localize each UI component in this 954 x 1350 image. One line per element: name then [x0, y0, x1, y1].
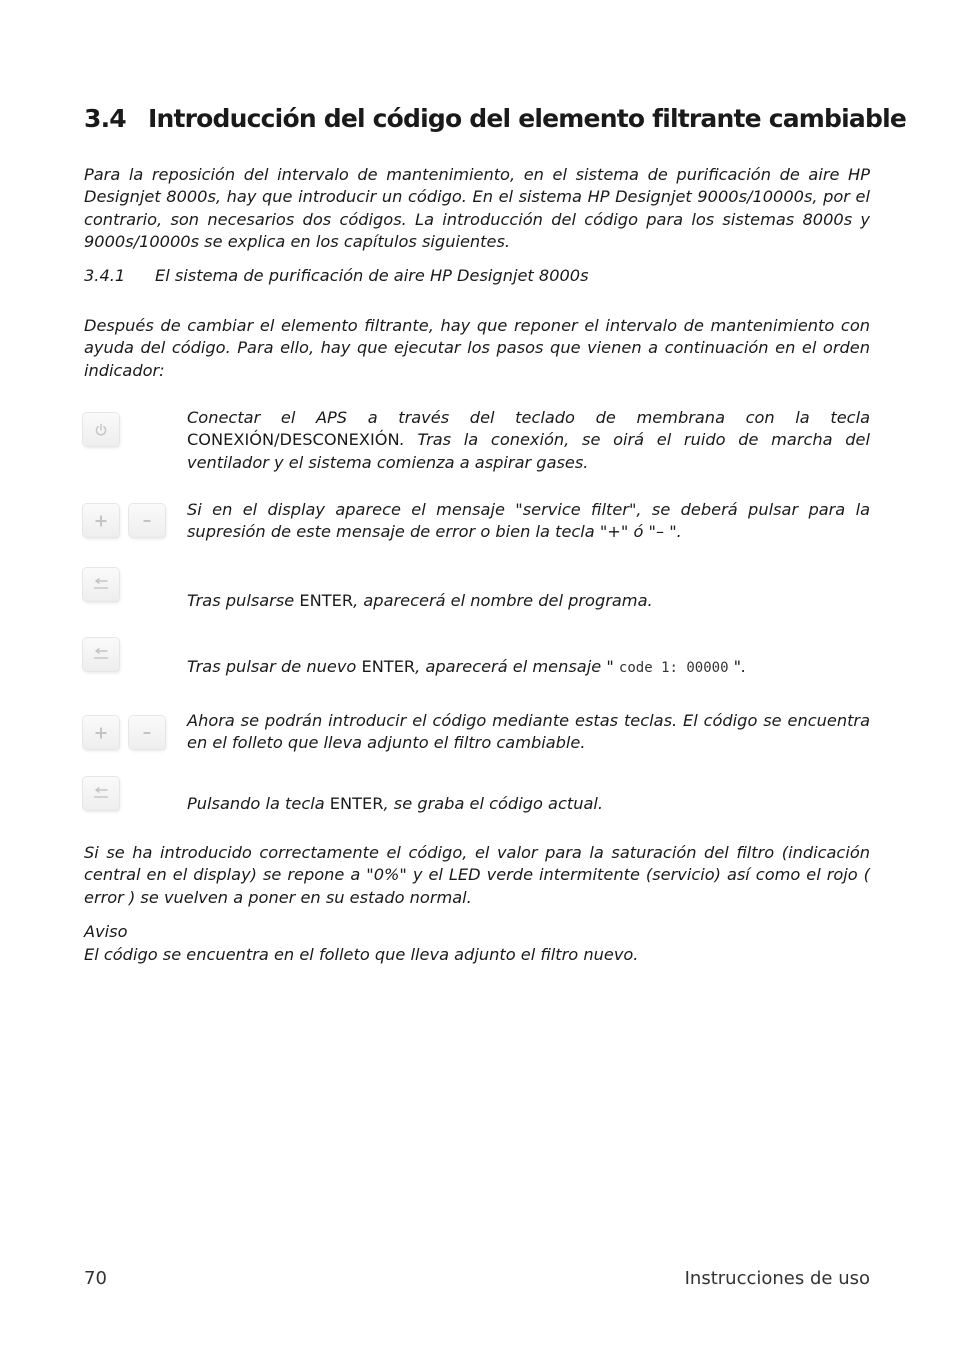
- step-6-text: [187, 793, 870, 815]
- step-3-text: [187, 590, 870, 612]
- step-5-text: Ahora se podrán introducir el código mediante estas teclas. El código se encuentra en el folleto que lleva adjunto el filtro cambiable.: [187, 711, 870, 753]
- conclusion-paragraph: Si se ha introducido correctamente el código, el valor para la saturación del filtro (indicación central en el display) se repone a "0%" y el LED verde intermitente (servicio) así como el rojo ( error ) se vuelven a poner en su estado normal.: [84, 843, 870, 907]
- step-6-text-a: Pulsando la tecla: [187, 794, 330, 813]
- step-1-text-b: . Tras la conexión, se oirá el ruido de marcha del ventilador y el sistema comienza a aspirar gases.: [187, 430, 870, 472]
- step-6-key-label: ENTER: [329, 794, 384, 813]
- enter-icon: [91, 648, 111, 662]
- subsection-paragraph: Después de cambiar el elemento filtrante, hay que reponer el intervalo de mantenimiento con ayuda del código. Para ello, hay que ejecutar los pasos que vienen a continuación en el orden indicador:: [84, 316, 870, 380]
- notice-title: Aviso: [84, 922, 128, 941]
- subsection-heading: [84, 266, 589, 285]
- minus-icon: [139, 513, 155, 529]
- enter-key[interactable]: [83, 777, 119, 810]
- enter-key[interactable]: [83, 638, 119, 671]
- enter-icon: [91, 787, 111, 801]
- power-icon: [93, 422, 109, 438]
- minus-key[interactable]: [129, 504, 165, 537]
- section-heading: [84, 104, 906, 133]
- power-key[interactable]: [83, 413, 119, 446]
- step-1-text-a: Conectar el APS a través del teclado de membrana con la tecla: [187, 408, 870, 427]
- step-4-text-b: , aparecerá el mensaje ": [415, 657, 619, 676]
- step-3-text-b: , aparecerá el nombre del programa.: [353, 591, 653, 610]
- plus-icon: [93, 513, 109, 529]
- plus-icon: [93, 725, 109, 741]
- enter-icon: [91, 578, 111, 592]
- step-1-key-label: CONEXIÓN/DESCONEXIÓN: [187, 430, 400, 450]
- minus-icon: [139, 725, 155, 741]
- intro-paragraph: Para la reposición del intervalo de mantenimiento, en el sistema de purificación de aire HP Designjet 8000s, hay que introducir un código. En el sistema HP Designjet 9000s/10000s, por el contrario, son necesarios dos códigos. La introducción del código para los sistemas 8000s y 9000s/10000s se explica en los capítulos siguientes.: [84, 165, 870, 252]
- subsection-number: 3.4.1: [84, 266, 126, 285]
- step-4-text-c: ".: [728, 657, 747, 676]
- step-1-text: [187, 407, 870, 474]
- section-title: Introducción del código del elemento filtrante cambiable: [148, 104, 906, 133]
- step-4-text: [187, 656, 870, 679]
- display-code: code 1: 00000: [618, 660, 729, 676]
- plus-key[interactable]: [83, 716, 119, 749]
- subsection-title: El sistema de purificación de aire HP Designjet 8000s: [155, 266, 589, 285]
- page-number: 70: [84, 1268, 107, 1289]
- enter-key[interactable]: [83, 568, 119, 601]
- step-2-text: Si en el display aparece el mensaje "service filter", se deberá pulsar para la supresión de este mensaje de error o bien la tecla "+" ó "– ".: [187, 500, 870, 542]
- minus-key[interactable]: [129, 716, 165, 749]
- step-4-text-a: Tras pulsar de nuevo: [187, 657, 362, 676]
- step-3-key-label: ENTER: [299, 591, 354, 610]
- plus-key[interactable]: [83, 504, 119, 537]
- notice-text: El código se encuentra en el folleto que lleva adjunto el filtro nuevo.: [84, 945, 639, 964]
- footer-label: Instrucciones de uso: [684, 1268, 870, 1289]
- step-4-key-label: ENTER: [361, 657, 416, 676]
- section-number: 3.4: [84, 104, 126, 133]
- step-6-text-b: , se graba el código actual.: [383, 794, 604, 813]
- step-3-text-a: Tras pulsarse: [187, 591, 300, 610]
